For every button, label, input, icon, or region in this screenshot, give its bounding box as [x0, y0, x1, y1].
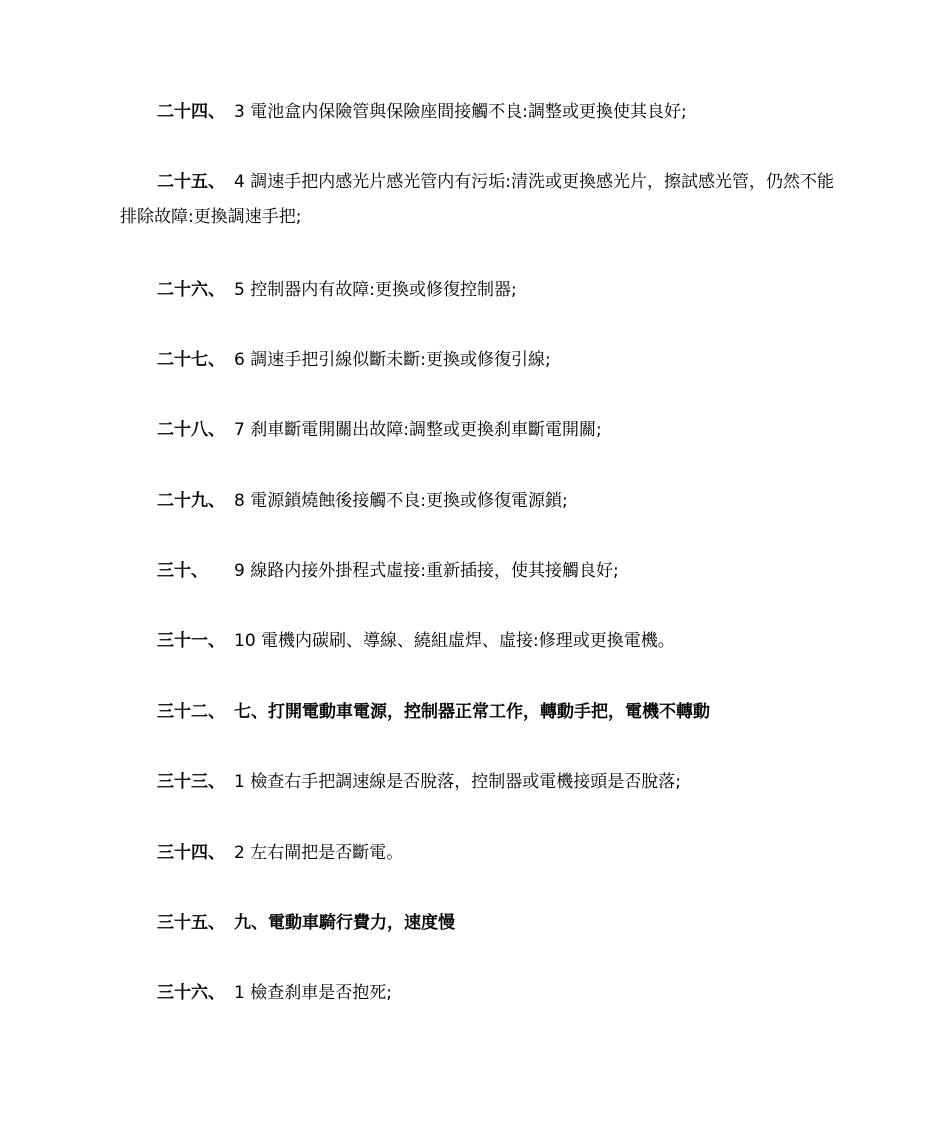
- list-item: [120, 484, 835, 519]
- list-item: [120, 695, 835, 730]
- item-number: 三十三、: [157, 772, 225, 792]
- item-text: 10 電機内碳刷、導線、繞組虛焊、虛接:修理或更換電機。: [234, 631, 675, 651]
- list-item: [120, 554, 835, 589]
- item-heading-text: 九、電動車騎行費力，速度慢: [234, 913, 455, 933]
- list-item: [120, 624, 835, 659]
- item-text: 4 調速手把内感光片感光管内有污垢:清洗或更換感光片，擦試感光管，仍然不能排除故障:更換調速手把;: [120, 172, 834, 227]
- list-item: [120, 765, 835, 800]
- list-item: [120, 413, 835, 448]
- item-number: 二十六、: [157, 280, 225, 300]
- item-heading-text: 七、打開電動車電源，控制器正常工作，轉動手把，電機不轉動: [234, 702, 710, 722]
- item-text: 5 控制器内有故障:更換或修復控制器;: [234, 280, 517, 300]
- list-item: [120, 976, 835, 1011]
- item-number: 二十七、: [157, 350, 225, 370]
- item-number: 三十二、: [157, 702, 225, 722]
- list-item: [120, 906, 835, 941]
- item-number: 三十、: [157, 561, 208, 581]
- list-item: [120, 165, 835, 235]
- list-item: [120, 95, 835, 130]
- item-text: 2 左右閘把是否斷電。: [234, 843, 404, 863]
- item-text: 1 檢查右手把調速線是否脫落，控制器或電機接頭是否脫落;: [234, 772, 681, 792]
- item-number: 二十四、: [157, 102, 225, 122]
- list-item: [120, 273, 835, 308]
- item-number: 二十八、: [157, 420, 225, 440]
- item-number: 二十五、: [157, 172, 225, 192]
- item-text: 7 刹車斷電開關出故障:調整或更換刹車斷電開關;: [234, 420, 602, 440]
- item-number: 二十九、: [157, 491, 225, 511]
- list-item: [120, 836, 835, 871]
- item-text: 6 調速手把引線似斷未斷:更換或修復引線;: [234, 350, 551, 370]
- item-text: 8 電源鎖燒蝕後接觸不良:更換或修復電源鎖;: [234, 491, 568, 511]
- item-text: 1 檢查刹車是否抱死;: [234, 983, 392, 1003]
- item-text: 3 電池盒内保險管與保險座間接觸不良:調整或更換使其良好;: [234, 102, 687, 122]
- item-number: 三十一、: [157, 631, 225, 651]
- list-item: [120, 343, 835, 378]
- item-number: 三十五、: [157, 913, 225, 933]
- item-text: 9 線路内接外掛程式虛接:重新插接，使其接觸良好;: [234, 561, 619, 581]
- item-number: 三十四、: [157, 843, 225, 863]
- item-number: 三十六、: [157, 983, 225, 1003]
